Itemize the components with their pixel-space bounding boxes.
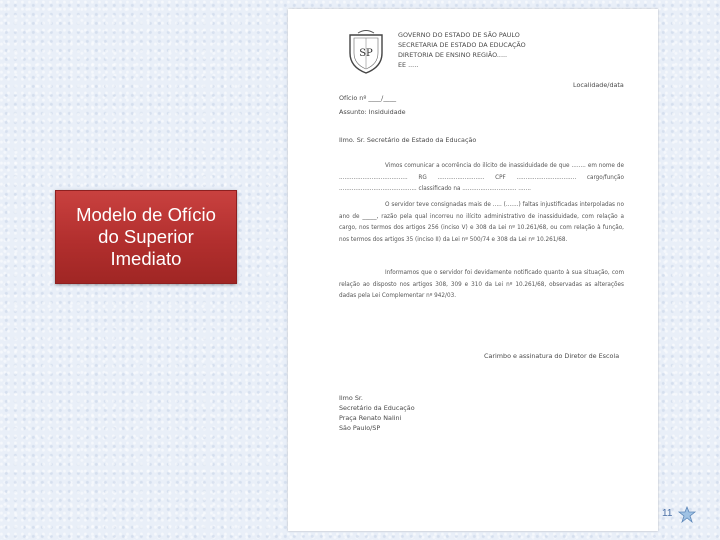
locality-date: Localidade/data <box>573 81 624 89</box>
sao-paulo-seal-icon <box>346 29 386 75</box>
seal-text: SP <box>359 48 373 59</box>
document-page <box>288 9 658 531</box>
decorative-ornament-icon <box>678 506 696 524</box>
header-line: EE ..... <box>398 61 419 69</box>
header-line: GOVERNO DO ESTADO DE SÃO PAULO <box>398 31 520 39</box>
header-line: DIRETORIA DE ENSINO REGIÃO..... <box>398 51 508 59</box>
oficio-number: Ofício nº ____/____ <box>339 94 397 102</box>
document-header <box>398 30 526 70</box>
addressee-line: Praça Renato Nalini <box>339 414 402 422</box>
salutation: Ilmo. Sr. Secretário de Estado da Educação <box>339 136 477 144</box>
addressee-line: Ilmo Sr. <box>339 394 363 402</box>
subject-line: Assunto: Insiduidade <box>339 108 406 116</box>
page-number: 11 <box>662 508 673 519</box>
addressee-line: Secretário da Educação <box>339 404 415 412</box>
body-paragraph-2: O servidor teve consignadas mais de ..... (.......) faltas injustificadas interpoladas no ano de _____, razão pela qual incorreu no ilícito administrativo de inassiduidade, com relação a cargo, nos termos dos artigos 256 (inciso V) e 308 da Lei nº 10.261/68, ou com relação à função, nos termos dos artigos 35 (inciso II) da Lei nº 500/74 e 308 da Lei nº 10.261/68. <box>339 202 624 243</box>
addressee-line: São Paulo/SP <box>339 424 381 432</box>
slide-title-box <box>55 190 237 284</box>
body-paragraph-3: Informamos que o servidor foi devidamente notificado quanto à sua situação, com relação ao disposto nos artigos 308, 309 e 310 da Lei nº 10.261/68, observadas as alterações dadas pela Lei Complementar nº 942/03. <box>339 270 624 300</box>
header-line: SECRETARIA DE ESTADO DA EDUCAÇÃO <box>398 41 526 49</box>
slide-title: Modelo de Ofício do Superior Imediato <box>76 204 216 269</box>
signature-line: Carimbo e assinatura do Diretor de Escola <box>484 352 620 360</box>
body-paragraph-1: Vimos comunicar a ocorrência do ilícito de inassiduidade de que ........ em nome de ...................................... RG .......................... CPF ................................. cargo/função ........................................... classificado na .............................. ....... <box>339 163 624 193</box>
